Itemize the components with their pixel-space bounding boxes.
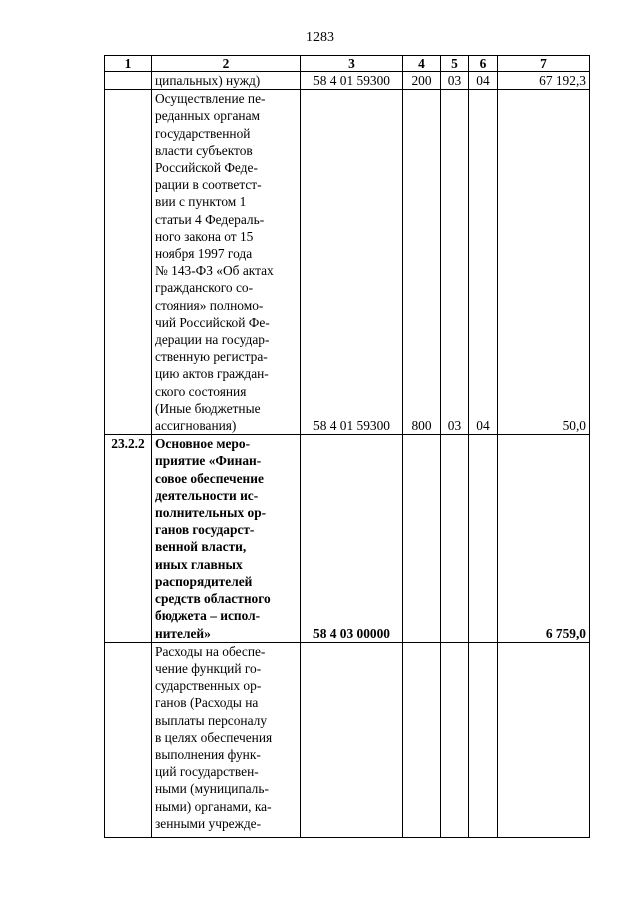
row-amount: 6 759,0 [498, 435, 590, 642]
row-col5 [441, 435, 469, 642]
row-amount [498, 642, 590, 837]
column-header-4: 4 [403, 56, 441, 72]
column-header-2: 2 [152, 56, 301, 72]
table-row [105, 642, 590, 837]
column-header-6: 6 [469, 56, 498, 72]
row-col6 [469, 642, 498, 837]
budget-table [104, 55, 590, 838]
table-row [105, 90, 590, 435]
table-row [105, 435, 590, 642]
column-header-1: 1 [105, 56, 152, 72]
row-col6: 04 [469, 72, 498, 90]
row-number [105, 72, 152, 90]
row-col4: 800 [403, 90, 441, 435]
row-col5 [441, 642, 469, 837]
page-number: 1283 [306, 30, 334, 45]
row-col4 [403, 642, 441, 837]
row-amount: 50,0 [498, 90, 590, 435]
row-description: Расходы на обеспе- чение функций го- сударственных ор- ганов (Расходы на выплаты персоналу в целях обеспечения выполнения функ- ций государствен- ными (муниципаль- ными) органами, ка- зенными учрежде- [152, 642, 301, 837]
row-number [105, 90, 152, 435]
row-col6 [469, 435, 498, 642]
row-code: 58 4 01 59300 [301, 72, 403, 90]
row-description: Осуществление пе- реданных органам государственной власти субъектов Российской Феде- рации в соответст- вии с пунктом 1 статьи 4 Федераль- ного закона от 15 ноября 1997 года № 143-ФЗ «Об актах гражданского со- стояния» полномо- чий Российской Фе- дерации на государ- ственную регистра- цию актов граждан- ского состояния (Иные бюджетные ассигнования) [152, 90, 301, 435]
row-col4 [403, 435, 441, 642]
row-code [301, 642, 403, 837]
row-description: Основное меро- приятие «Финан- совое обеспечение деятельности ис- полнительных ор- ганов государст- венной власти, иных главных распорядителей средств областного бюджета – испол- нителей» [152, 435, 301, 642]
column-header-5: 5 [441, 56, 469, 72]
row-col5: 03 [441, 72, 469, 90]
row-col5: 03 [441, 90, 469, 435]
row-col4: 200 [403, 72, 441, 90]
column-header-7: 7 [498, 56, 590, 72]
row-code: 58 4 03 00000 [301, 435, 403, 642]
table-row [105, 72, 590, 90]
row-number [105, 642, 152, 837]
row-amount: 67 192,3 [498, 72, 590, 90]
column-header-3: 3 [301, 56, 403, 72]
row-description: ципальных) нужд) [152, 72, 301, 90]
table-header-row [105, 56, 590, 72]
row-number: 23.2.2 [105, 435, 152, 642]
row-col6: 04 [469, 90, 498, 435]
row-code: 58 4 01 59300 [301, 90, 403, 435]
